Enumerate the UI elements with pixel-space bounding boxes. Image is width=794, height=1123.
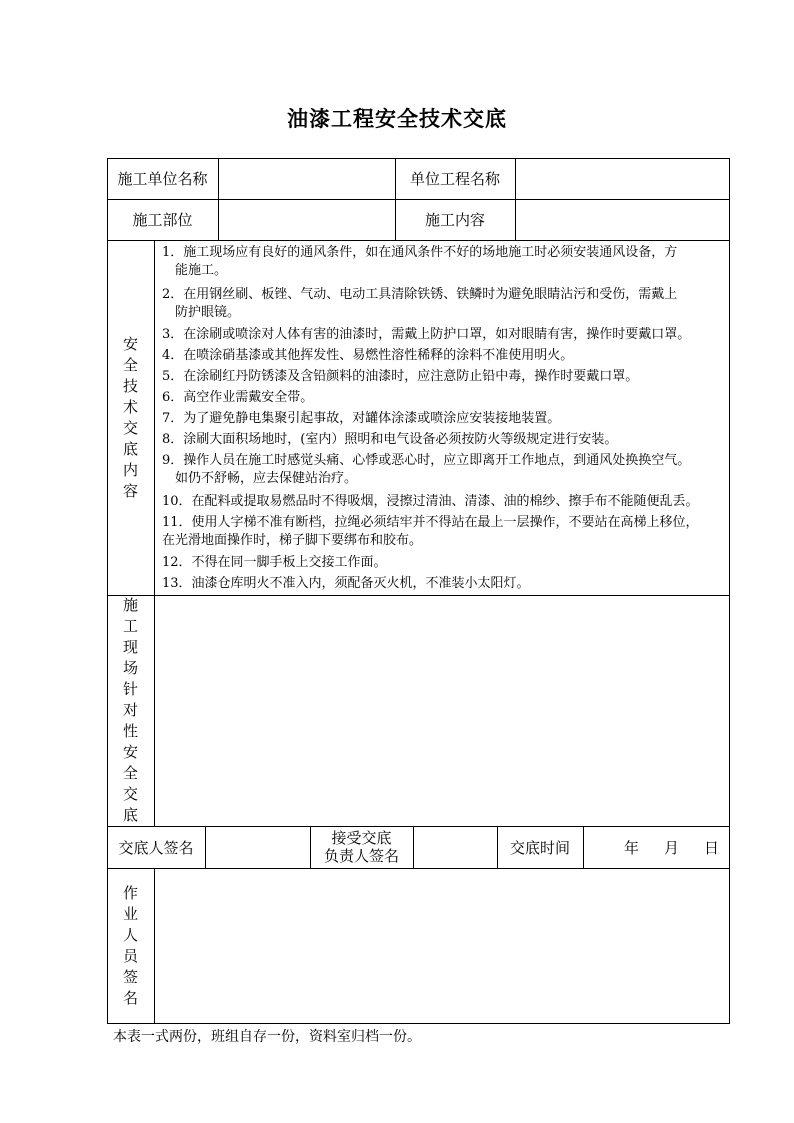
safety-item-line: 在光滑地面操作时，梯子脚下要绑布和胶布。 <box>162 533 423 548</box>
date-field[interactable] <box>584 826 730 868</box>
receiver-label-line2: 负责人签名 <box>323 847 399 865</box>
site-section-field[interactable] <box>155 596 730 826</box>
safety-item-line: 2．在用钢丝刷、板锉、气动、电动工具清除铁锈、铁鳞时为避免眼睛沾污和受伤，需戴上 <box>162 287 678 302</box>
label-char: 交 <box>122 418 138 437</box>
receiver-label <box>310 826 413 868</box>
year-label: 年 <box>624 838 640 857</box>
row-divider <box>107 240 730 241</box>
label-char: 交 <box>122 785 138 803</box>
label-char: 性 <box>122 722 138 740</box>
label-char: 名 <box>122 989 138 1007</box>
label-char: 现 <box>122 638 138 656</box>
safety-item-line: 防护眼镜。 <box>162 305 241 320</box>
unit-name-label: 施工单位名称 <box>117 170 208 188</box>
safety-item-line: 10．在配料或提取易燃品时不得吸烟，浸擦过清油、清漆、油的棉纱、擦手布不能随便乱丢。 <box>162 494 699 509</box>
safety-item-line: 12．不得在同一脚手板上交接工作面。 <box>162 555 387 570</box>
safety-item-line: 3．在涂刷或喷涂对人体有害的油漆时，需戴上防护口罩，如对眼睛有害，操作时要戴口罩。 <box>162 327 691 342</box>
safety-item-line: 13．油漆仓库明火不准入内，须配备灭火机，不准装小太阳灯。 <box>162 576 530 591</box>
safety-item-line: 4．在喷涂硝基漆或其他挥发性、易燃性溶性稀释的涂料不准使用明火。 <box>162 348 574 363</box>
safety-section-label <box>107 240 154 595</box>
safety-item-line: 6．高空作业需戴安全带。 <box>162 390 314 405</box>
label-char: 全 <box>122 764 138 782</box>
document-title: 油漆工程安全技术交底 <box>287 106 507 131</box>
label-char: 对 <box>122 701 138 719</box>
receiver-signature-field[interactable] <box>414 826 497 868</box>
label-char: 安 <box>122 334 138 353</box>
site-section-label <box>107 595 154 826</box>
label-char: 作 <box>122 884 138 902</box>
label-char: 全 <box>122 355 138 374</box>
safety-item-line: 5．在涂刷红丹防锈漆及含铅颜料的油漆时，应注意防止铅中毒，操作时要戴口罩。 <box>162 369 639 384</box>
label-char: 安 <box>122 743 138 761</box>
label-char: 针 <box>122 680 138 698</box>
day-label: 日 <box>704 838 720 857</box>
label-char: 人 <box>122 926 138 944</box>
safety-item-line: 能施工。 <box>162 263 228 278</box>
workers-section-label <box>107 868 154 1024</box>
unit-name-field[interactable] <box>219 158 395 199</box>
safety-item-line: 如仍不舒畅，应去保健站治疗。 <box>162 471 358 486</box>
location-label: 施工部位 <box>132 211 193 229</box>
workers-signature-field[interactable] <box>155 869 730 1024</box>
label-char: 业 <box>122 905 138 923</box>
label-char: 员 <box>122 947 138 965</box>
receiver-label-line1: 接受交底 <box>331 829 392 847</box>
project-name-field[interactable] <box>516 158 730 199</box>
label-char: 技 <box>122 376 138 395</box>
safety-item-line: 1．施工现场应有良好的通风条件，如在通风条件不好的场地施工时必须安装通风设备，方 <box>162 245 678 260</box>
label-char: 场 <box>122 659 138 677</box>
content-label: 施工内容 <box>424 211 485 229</box>
content-field[interactable] <box>516 199 730 240</box>
briefer-label: 交底人签名 <box>118 838 194 857</box>
label-char: 施 <box>122 596 138 614</box>
label-char: 工 <box>122 617 138 635</box>
label-char: 容 <box>122 481 138 500</box>
location-field[interactable] <box>219 199 395 240</box>
label-char: 签 <box>122 968 138 986</box>
briefer-signature-field[interactable] <box>206 826 310 868</box>
footer-note: 本表一式两份，班组自存一份，资料室归档一份。 <box>113 1029 421 1045</box>
project-name-label: 单位工程名称 <box>409 170 500 188</box>
label-char: 内 <box>122 460 138 479</box>
safety-item-line: 7．为了避免静电集聚引起事故，对罐体涂漆或喷涂应安装接地装置。 <box>162 411 561 426</box>
label-char: 底 <box>122 439 138 458</box>
label-char: 底 <box>122 806 138 824</box>
time-label: 交底时间 <box>509 838 570 857</box>
month-label: 月 <box>664 838 680 857</box>
safety-item-line: 9．操作人员在施工时感觉头痛、心悸或恶心时，应立即离开工作地点，到通风处换换空气。 <box>162 453 691 468</box>
label-char: 术 <box>122 397 138 416</box>
safety-item-line: 11．使用人字梯不准有断档，拉绳必须结牢并不得站在最上一层操作，不要站在高梯上移位， <box>162 515 699 530</box>
safety-item-line: 8．涂刷大面积场地时，(室内）照明和电气设备必须按防火等级规定进行安装。 <box>162 432 618 447</box>
